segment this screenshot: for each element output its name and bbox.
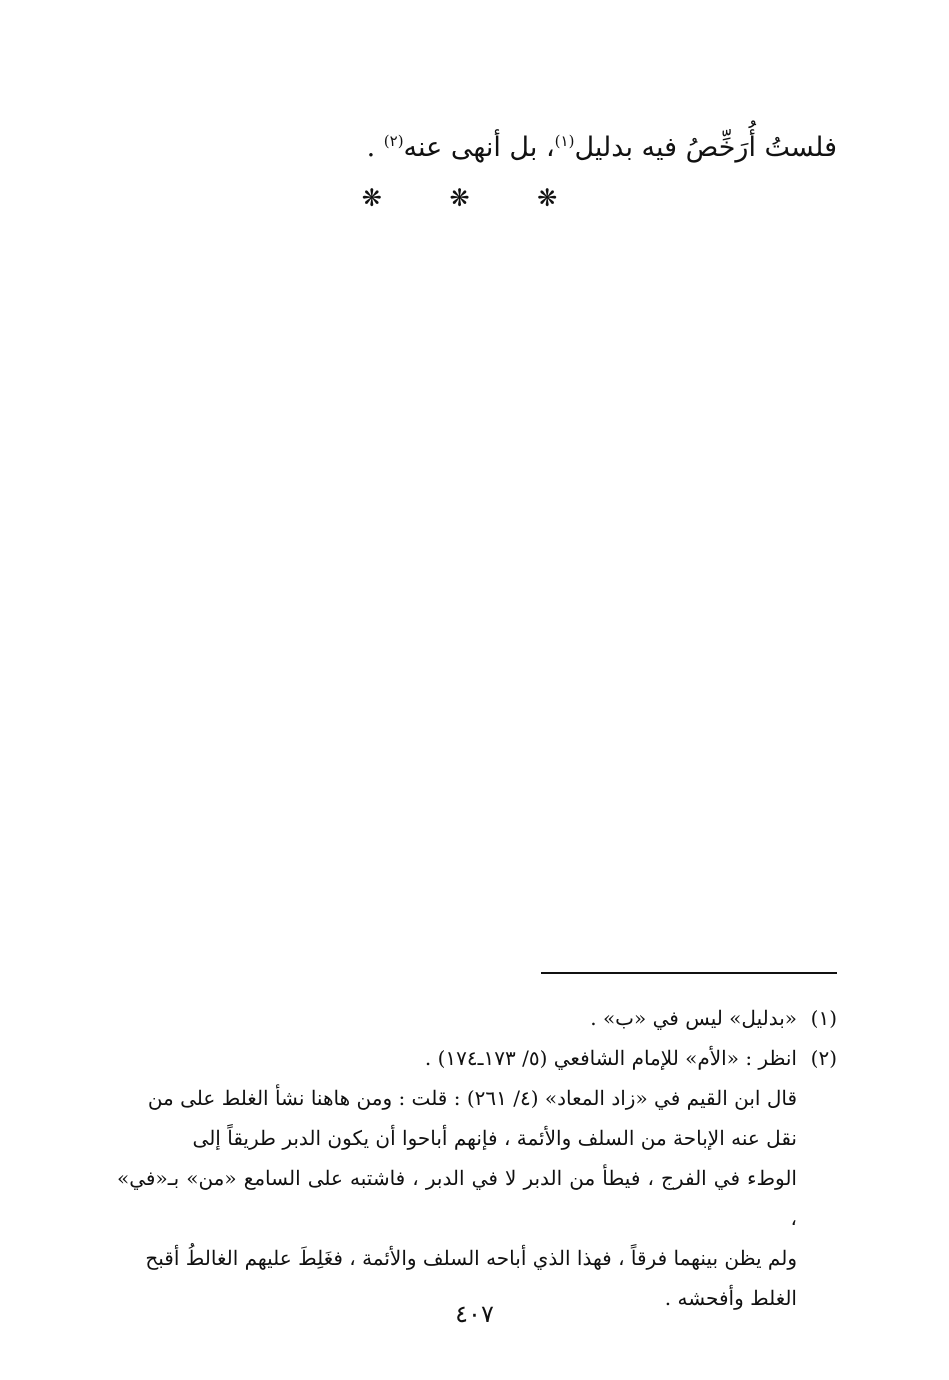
footnote-divider [541,972,837,974]
footnote-2-continuation-line: الغلط وأفحشه . [664,1286,797,1310]
footnote-1-number: (١) [810,1006,837,1030]
footnote-2-continuation-line: نقل عنه الإباحة من السلف والأئمة ، فإنهم أباحوا أن يكون الدبر طريقاً إلى [192,1126,797,1150]
footnote-2-continuation-line: قال ابن القيم في «زاد المعاد» (٤/ ٢٦١) : قلت : ومن هاهنا نشأ الغلط على من [147,1086,797,1110]
footnotes-section [117,998,837,1318]
footnote-2 [117,1038,837,1078]
footnote-ref-1[interactable]: (١) [554,132,575,150]
footnote-2-text: انظر : «الأم» للإمام الشافعي (٥/ ١٧٣ـ١٧٤) . [424,1046,797,1070]
footnote-2-continuation-line: الوطء في الفرج ، فيطأ من الدبر لا في الدبر ، فاشتبه على السامع «من» بـ«في» ، [117,1166,797,1230]
main-text-line [117,124,837,172]
main-text-part-2: ، بل أنهى عنه [403,132,555,163]
page-number: ٤٠٧ [455,1300,494,1328]
main-text-part-1: فلستُ أُرَخِّصُ فيه بدليل [574,132,837,163]
footnote-2-continuation-line: ولم يظن بينهما فرقاً ، فهذا الذي أباحه السلف والأئمة ، فغَلِطَ عليهم الغالطُ أقبح [145,1246,797,1270]
footnote-ref-2[interactable]: (٢) [383,132,404,150]
footnote-1 [117,998,837,1038]
main-text-end: . [366,132,384,163]
section-separator: ❋ ❋ ❋ [361,184,588,212]
footnote-1-text: «بدليل» ليس في «ب» . [590,1006,797,1030]
footnote-2-number: (٢) [810,1046,837,1070]
